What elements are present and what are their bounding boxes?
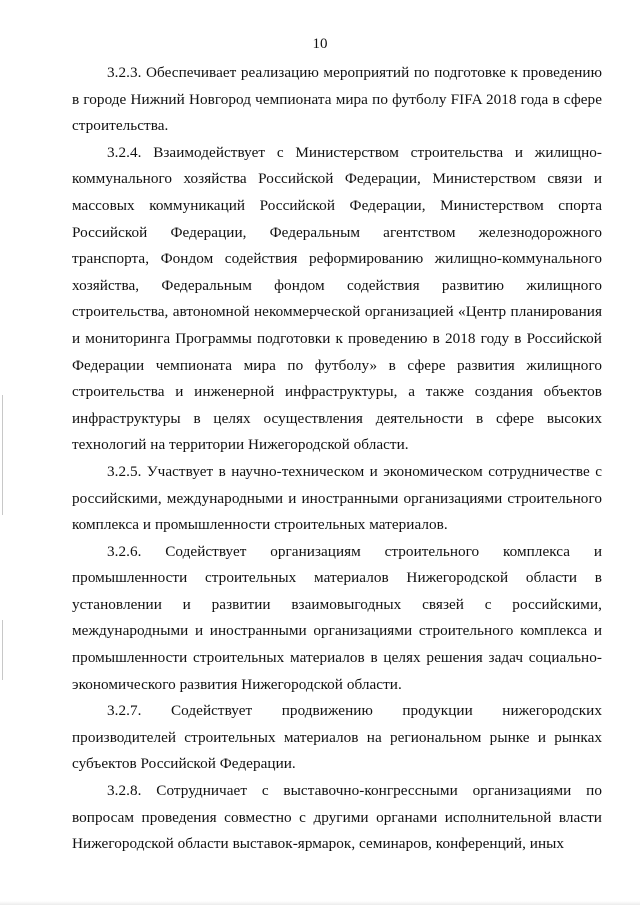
page-number: 10 — [312, 36, 328, 52]
scan-bottom-edge — [0, 901, 640, 905]
paragraph-3-2-5: 3.2.5. Участвует в научно-техническом и экономическом сотрудничестве с российскими, международными и иностранными организациями строительного комплекса и промышленности строительных материалов. — [72, 462, 602, 534]
paragraph-3-2-4: 3.2.4. Взаимодействует с Министерством строительства и жилищно-коммунального хозяйства Российской Федерации, Министерством связи и массовых коммуникаций Российской Федерации, Министерством спорта Российской Федерации, Федеральным агентством железнодорожного транспорта, Фондом содействия реформированию жилищно-коммунального хозяйства, Федеральным фондом содействия развитию жилищного строительства, автономной некоммерческой организацией «Центр планирования и мониторинга Программы подготовки к проведению в 2018 году в Российской Федерации чемпионата мира по футболу» в сфере развития жилищного строительства и инженерной инфраструктуры, а также создания объектов инфраструктуры в целях осуществления деятельности в сфере высоких технологий на территории Нижегородской области. — [72, 143, 602, 454]
paragraph-3-2-3: 3.2.3. Обеспечивает реализацию мероприятий по подготовке к проведению в городе Нижний Новгород чемпионата мира по футболу FIFA 2018 года в сфере строительства. — [72, 64, 602, 135]
paragraph-3-2-6: 3.2.6. Содействует организациям строительного комплекса и промышленности строительных материалов Нижегородской области в установлении и развитии взаимовыгодных связей с российскими, международными и иностранными организациями строительного комплекса и промышленности строительных материалов в целях решения задач социально-экономического развития Нижегородской области. — [72, 542, 602, 693]
document-body — [72, 60, 602, 858]
paragraph-3-2-7: 3.2.7. Содействует продвижению продукции нижегородских производителей строительных материалов на региональном рынке и рынках субъектов Российской Федерации. — [72, 702, 602, 773]
scan-edge-mark — [2, 395, 3, 515]
scan-edge-mark — [2, 620, 3, 680]
paragraph-3-2-8: 3.2.8. Сотрудничает с выставочно-конгрессными организациями по вопросам проведения совместно с другими органами исполнительной власти Нижегородской области выставок-ярмарок, семинаров, конференций, иных — [72, 782, 602, 853]
